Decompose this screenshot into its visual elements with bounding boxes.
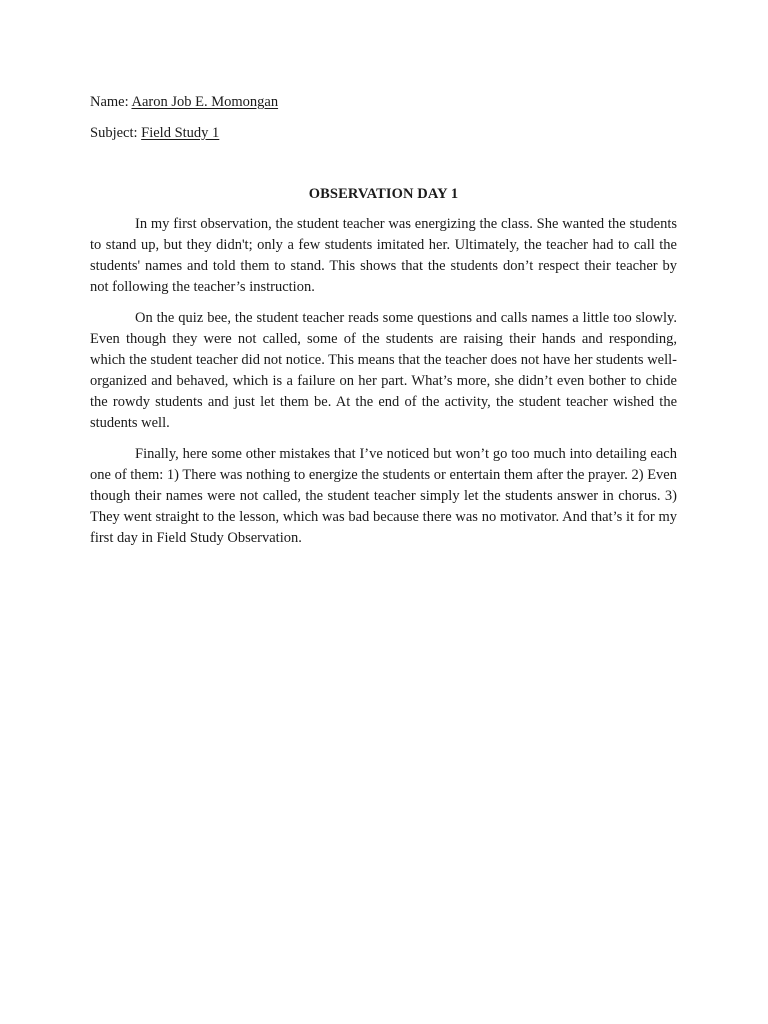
subject-line [90,123,677,143]
document-title: OBSERVATION DAY 1 [308,186,459,202]
name-value: Aaron Job E. Momongan [131,94,279,110]
name-line [90,92,677,112]
paragraph-2: On the quiz bee, the student teacher reads some questions and calls names a little too slowly. Even though they were not called, some of the students are raising their hands and responding, which the student teacher did not notice. This means that the teacher does not have her students well-organized and behaved, which is a failure on her part. What’s more, she didn’t even bother to chide the rowdy students and just let them be. At the end of the activity, the student teacher wished the students well. [90,310,677,431]
subject-value: Field Study 1 [141,125,220,141]
paragraph-1: In my first observation, the student teacher was energizing the class. She wanted the students to stand up, but they didn't; only a few students imitated her. Ultimately, the teacher had to call the students' names and told them to stand. This shows that the students don’t respect their teacher by not following the teacher’s instruction. [90,216,677,295]
paragraph-3: Finally, here some other mistakes that I’ve noticed but won’t go too much into detailing each one of them: 1) There was nothing to energize the students or entertain them after the prayer. 2) Even though their names were not called, the student teacher simply let the students answer in chorus. 3) They went straight to the lesson, which was bad because there was no motivator. And that’s it for my first day in Field Study Observation. [90,446,677,546]
subject-label: Subject: [90,125,138,141]
document-page [90,92,677,559]
name-label: Name: [90,94,129,110]
